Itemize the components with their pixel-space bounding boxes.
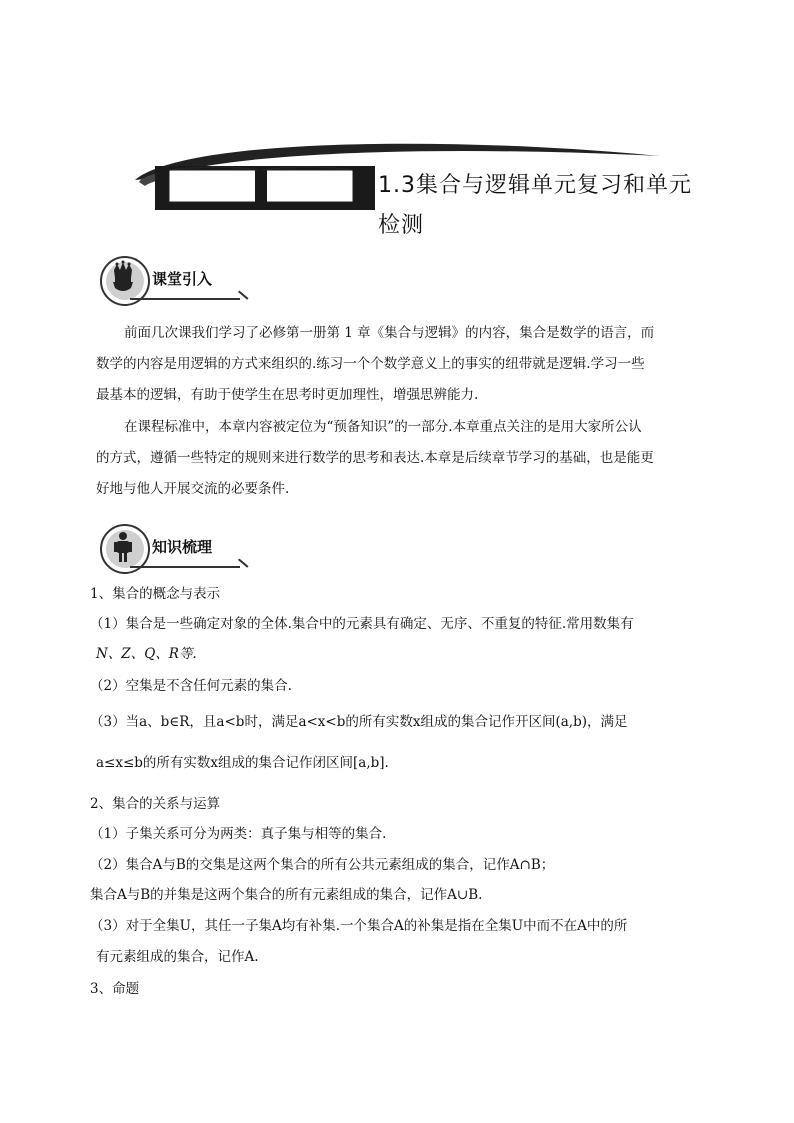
section-title-knowledge: 知识梳理 bbox=[152, 538, 213, 556]
intro-p2-line1: 在课程标准中，本章内容被定位为“预备知识”的一部分.本章重点关注的是用大家所公认 bbox=[124, 419, 642, 435]
section-header-intro bbox=[100, 256, 250, 306]
intro-p2-line2: 的方式，遵循一些特定的规则来进行数学的思考和表达.本章是后续章节学习的基础，也是能更 bbox=[96, 450, 654, 466]
relation-item-3-line1: （3）对于全集U，其任一子集A均有补集.一个集合A的补集是指在全集U中而不在A中的所 bbox=[90, 918, 628, 934]
item-1-line1: （1）集合是一些确定对象的全体.集合中的元素具有确定、无序、不重复的特征.常用数集有 bbox=[90, 616, 634, 632]
heading-set-relations: 2、集合的关系与运算 bbox=[90, 796, 221, 812]
page-title: 1.3集合与逻辑单元复习和单元 bbox=[378, 173, 692, 198]
heading-propositions: 3、命题 bbox=[90, 981, 140, 997]
heading-set-concept: 1、集合的概念与表示 bbox=[90, 586, 221, 602]
intro-p1-line1: 前面几次课我们学习了必修第一册第 1 章《集合与逻辑》的内容，集合是数学的语言，而 bbox=[124, 325, 655, 341]
relation-item-2-line1: （2）集合A与B的交集是这两个集合的所有公共元素组成的集合，记作A∩B； bbox=[90, 857, 555, 873]
item-1-line2: N、Z、Q、R等. bbox=[96, 646, 197, 662]
page-title-continued: 检测 bbox=[378, 213, 425, 238]
relation-item-2-line2: 集合A与B的并集是这两个集合的所有元素组成的集合，记作A∪B. bbox=[90, 887, 483, 903]
relation-item-1: （1）子集关系可分为两类：真子集与相等的集合. bbox=[90, 826, 387, 842]
item-3-line2: a≤x≤b的所有实数x组成的集合记作闭区间[a,b]. bbox=[96, 755, 389, 771]
item-3-line1: （3）当a、b∈R，且a<b时，满足a<x<b的所有实数x组成的集合记作开区间(a,b)，满足 bbox=[90, 714, 628, 730]
section-header-knowledge bbox=[100, 524, 250, 574]
section-title-intro: 课堂引入 bbox=[152, 270, 213, 288]
intro-p1-line2: 数学的内容是用逻辑的方式来组织的.练习一个个数学意义上的事实的纽带就是逻辑.学习一些 bbox=[96, 356, 645, 372]
intro-p2-line3: 好地与他人开展交流的必要条件. bbox=[96, 481, 290, 497]
intro-p1-line3: 最基本的逻辑，有助于使学生在思考时更加理性，增强思辨能力. bbox=[96, 387, 479, 403]
relation-item-3-line2: 有元素组成的集合，记作A. bbox=[96, 949, 259, 965]
item-2: （2）空集是不含任何元素的集合. bbox=[90, 678, 292, 694]
